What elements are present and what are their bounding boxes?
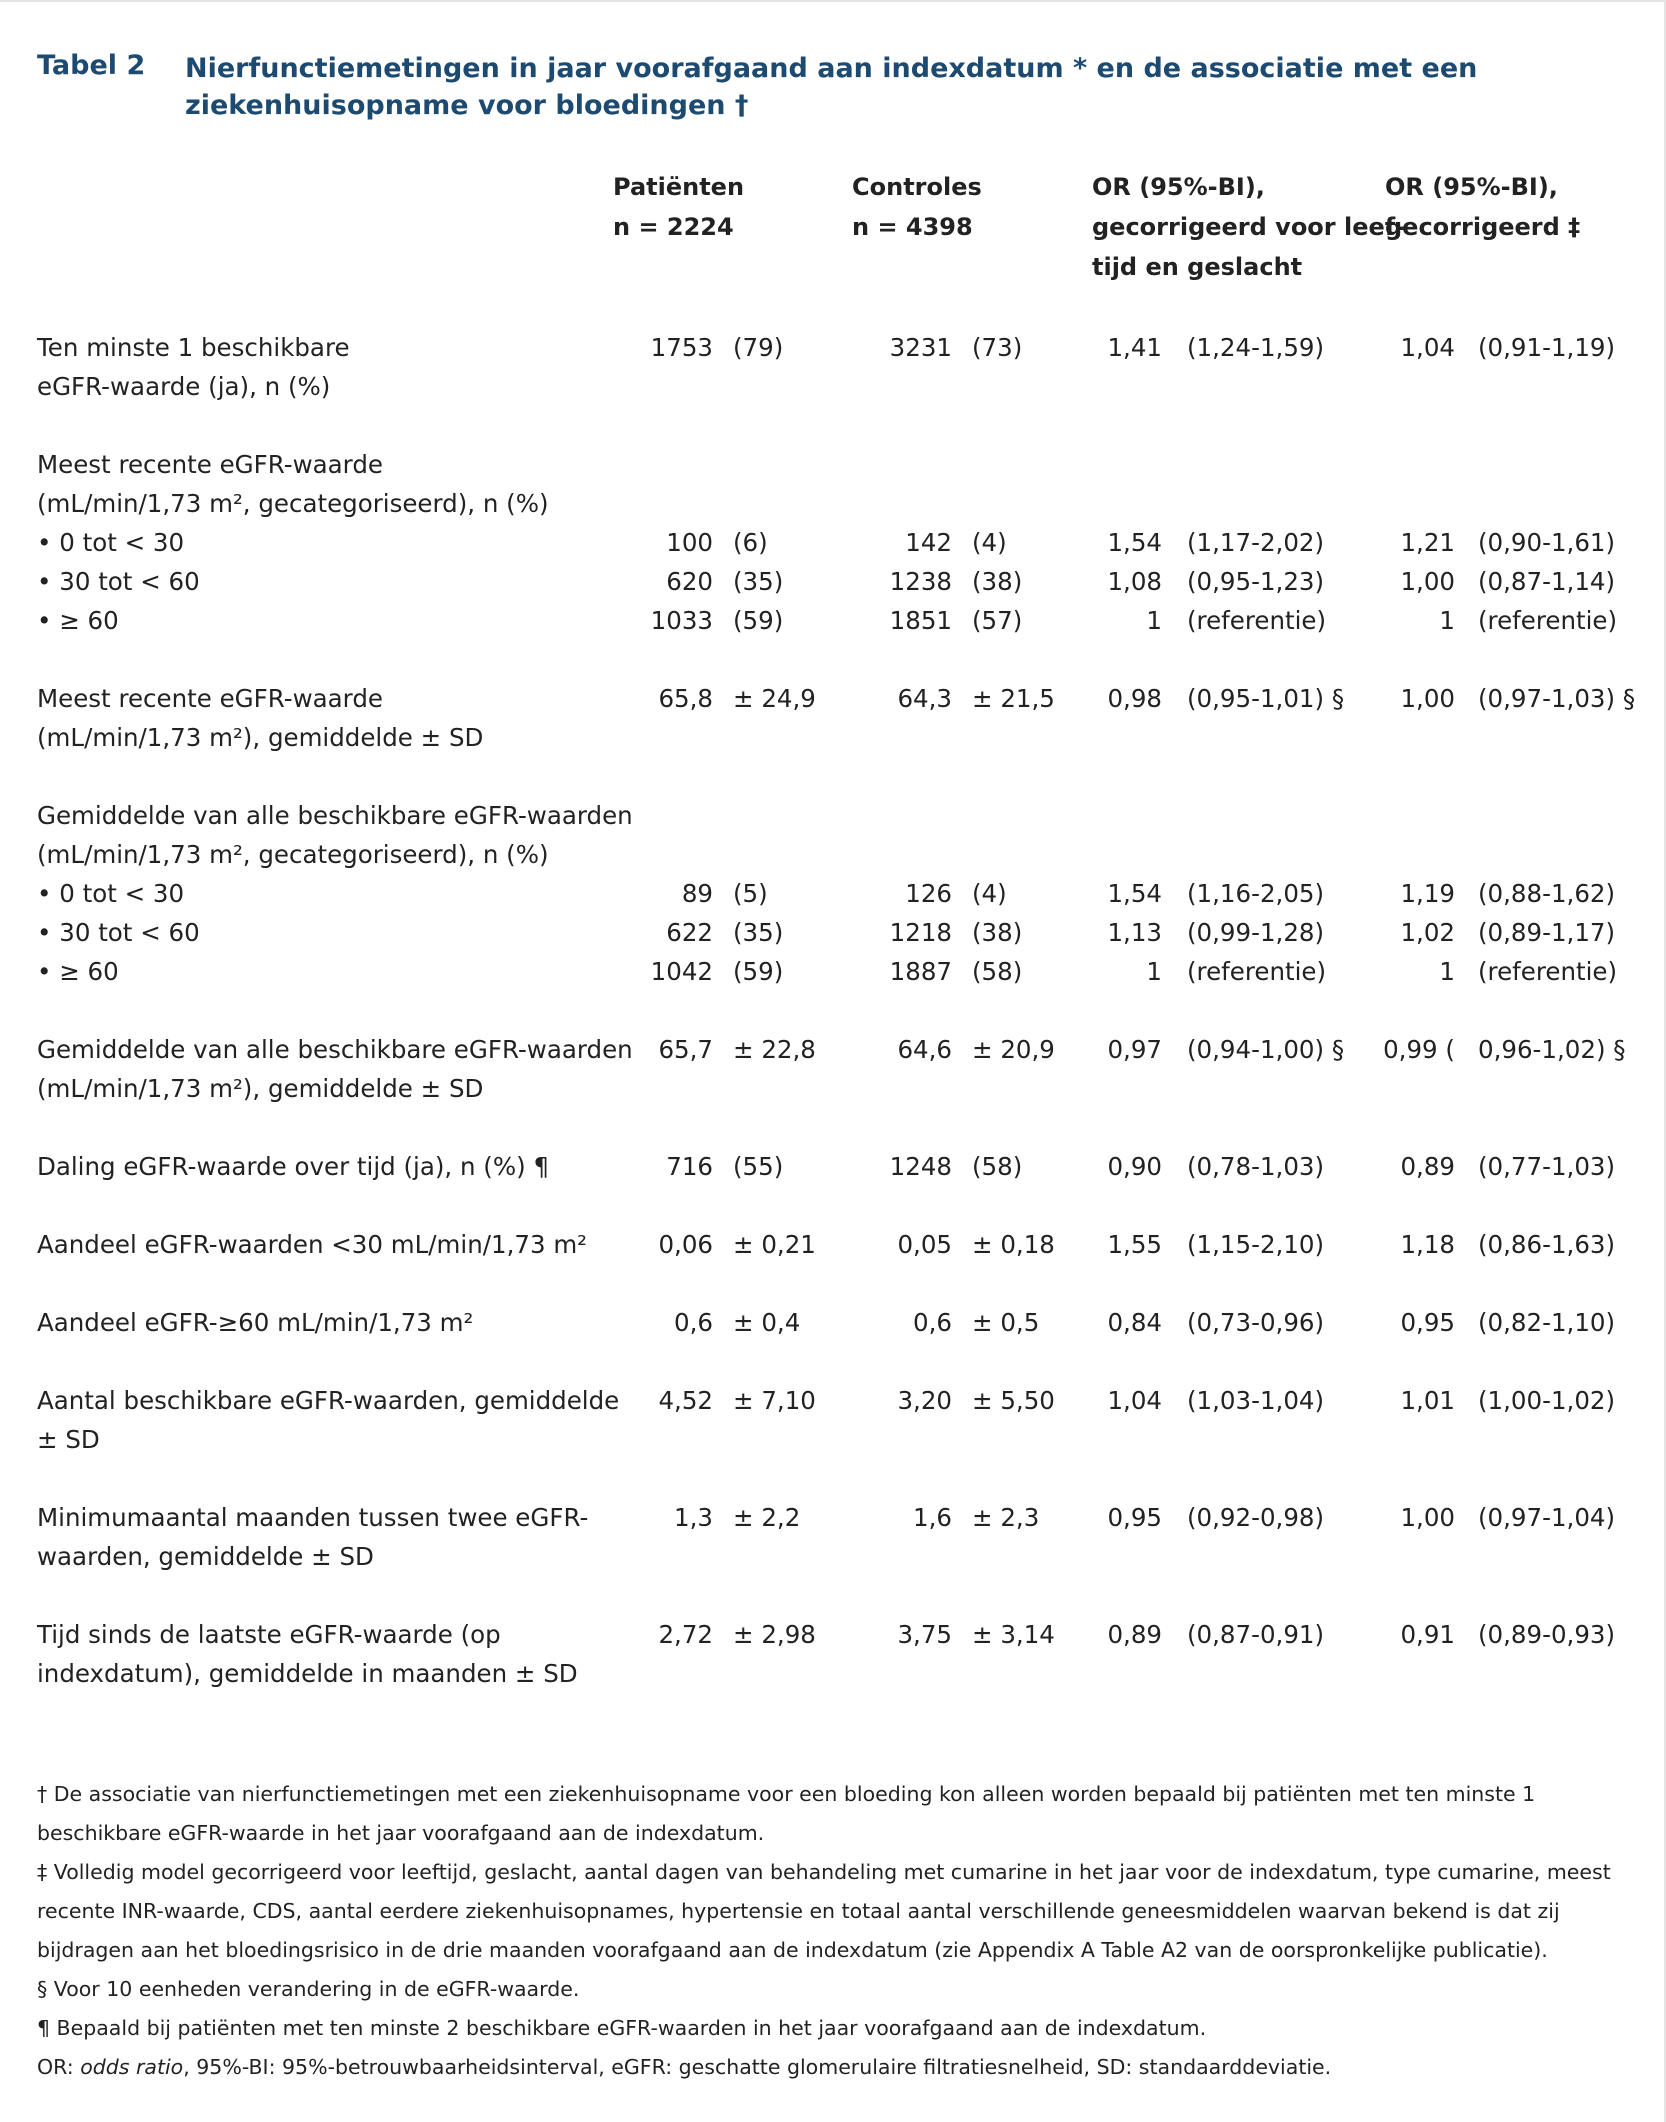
cell-o2ci: (0,82-1,10): [1478, 1308, 1616, 1337]
cell-cs: ± 2,3: [972, 1503, 1040, 1532]
row-label: waarden, gemiddelde ± SD: [37, 1542, 374, 1571]
cell-ps: (35): [733, 567, 784, 596]
cell-cs: (73): [972, 333, 1023, 362]
cell-cs: (38): [972, 567, 1023, 596]
cell-o1ci: (0,95-1,01) §: [1187, 684, 1345, 713]
cell-o1: 1,54: [1107, 879, 1162, 908]
row-label: Aandeel eGFR-≥60 mL/min/1,73 m²: [37, 1308, 474, 1337]
cell-o2ci: (0,89-0,93): [1478, 1620, 1616, 1649]
cell-ps: ± 24,9: [733, 684, 816, 713]
cell-o1ci: (1,03-1,04): [1187, 1386, 1325, 1415]
cell-ps: (6): [733, 528, 768, 557]
row-label: Aantal beschikbare eGFR-waarden, gemiddelde: [37, 1386, 620, 1415]
cell-ps: ± 22,8: [733, 1035, 816, 1064]
cell-ps: ± 0,4: [733, 1308, 801, 1337]
cell-p: 716: [666, 1152, 713, 1181]
cell-o2: 1: [1439, 606, 1455, 635]
cell-c: 1851: [889, 606, 952, 635]
column-header-line: gecorrigeerd ‡: [1385, 213, 1581, 241]
footnote: § Voor 10 eenheden verandering in de eGFR-waarde.: [37, 1977, 580, 2001]
cell-o1: 1: [1146, 606, 1162, 635]
cell-cs: ± 5,50: [972, 1386, 1055, 1415]
cell-cs: ± 3,14: [972, 1620, 1055, 1649]
cell-o2: 1,00: [1400, 567, 1455, 596]
row-label: (mL/min/1,73 m²), gemiddelde ± SD: [37, 723, 484, 752]
cell-cs: ± 21,5: [972, 684, 1055, 713]
abbreviation-odds-ratio: odds ratio: [80, 2055, 184, 2079]
cell-c: 1218: [889, 918, 952, 947]
cell-p: 1,3: [674, 1503, 713, 1532]
cell-o2: 1,01: [1400, 1386, 1455, 1415]
cell-cs: ± 20,9: [972, 1035, 1055, 1064]
cell-ps: (55): [733, 1152, 784, 1181]
cell-o2ci: (0,77-1,03): [1478, 1152, 1616, 1181]
cell-cs: (58): [972, 1152, 1023, 1181]
cell-cs: (38): [972, 918, 1023, 947]
cell-o1: 0,90: [1107, 1152, 1162, 1181]
column-header-line: gecorrigeerd voor leef-: [1092, 213, 1405, 241]
cell-o1ci: (1,24-1,59): [1187, 333, 1325, 362]
cell-c: 64,3: [897, 684, 952, 713]
cell-o2: 1,04: [1400, 333, 1455, 362]
row-label: Tijd sinds de laatste eGFR-waarde (op: [37, 1620, 501, 1649]
cell-o2: 1,19: [1400, 879, 1455, 908]
row-label: • 30 tot < 60: [37, 567, 200, 596]
cell-p: 1753: [650, 333, 713, 362]
cell-ps: (35): [733, 918, 784, 947]
row-label: Daling eGFR-waarde over tijd (ja), n (%) ¶: [37, 1152, 550, 1181]
cell-p: 0,6: [674, 1308, 713, 1337]
cell-o1ci: (1,15-2,10): [1187, 1230, 1325, 1259]
cell-p: 4,52: [658, 1386, 713, 1415]
cell-o2: 1,21: [1400, 528, 1455, 557]
cell-ps: (79): [733, 333, 784, 362]
row-label: • ≥ 60: [37, 957, 119, 986]
column-header-line: OR (95%-BI),: [1385, 173, 1558, 201]
cell-o1ci: (1,17-2,02): [1187, 528, 1325, 557]
row-label: Aandeel eGFR-waarden <30 mL/min/1,73 m²: [37, 1230, 588, 1259]
cell-c: 1238: [889, 567, 952, 596]
cell-p: 1042: [650, 957, 713, 986]
cell-ps: (5): [733, 879, 768, 908]
cell-c: 1248: [889, 1152, 952, 1181]
abbreviations-footnote: [37, 2048, 1637, 2087]
cell-cs: (58): [972, 957, 1023, 986]
cell-o2: 1,00: [1400, 1503, 1455, 1532]
cell-o1: 1,55: [1107, 1230, 1162, 1259]
cell-p: 89: [681, 879, 713, 908]
footnote: ‡ Volledig model gecorrigeerd voor leeftijd, geslacht, aantal dagen van behandeling met cumarine in het jaar voor de indexdatum, type cumarine, meest recente INR-waarde, CDS, aantal eerdere ziekenhuisopnames, hypertensie en totaal aantal verschillende geneesmiddelen waarvan bekend is dat zij bijdragen aan het bloedingsrisico in de drie maanden voorafgaand aan de indexdatum (zie Appendix A Table A2 van de oorspronkelijke publicatie).: [37, 1860, 1611, 1962]
row-label: • 0 tot < 30: [37, 528, 185, 557]
cell-p: 620: [666, 567, 713, 596]
cell-o1: 1,41: [1107, 333, 1162, 362]
cell-cs: ± 0,18: [972, 1230, 1055, 1259]
cell-cs: (4): [972, 528, 1007, 557]
table-title: Nierfunctiemetingen in jaar voorafgaand aan indexdatum * en de associatie met een ziekenhuisopname voor bloedingen †: [185, 53, 1478, 121]
cell-ps: ± 7,10: [733, 1386, 816, 1415]
cell-o2ci: 0,96-1,02) §: [1478, 1035, 1626, 1064]
row-label: Minimumaantal maanden tussen twee eGFR-: [37, 1503, 589, 1532]
cell-o1: 1,13: [1107, 918, 1162, 947]
abbreviation-rest: , 95%-BI: 95%-betrouwbaarheidsinterval, eGFR: geschatte glomerulaire filtratiesnelheid, SD: standaarddeviatie.: [183, 2055, 1332, 2079]
cell-c: 3231: [889, 333, 952, 362]
cell-ps: (59): [733, 957, 784, 986]
footnote: † De associatie van nierfunctiemetingen met een ziekenhuisopname voor een bloeding kon alleen worden bepaald bij patiënten met ten minste 1 beschikbare eGFR-waarde in het jaar voorafgaand aan de indexdatum.: [37, 1782, 1536, 1845]
cell-o2: 0,95: [1400, 1308, 1455, 1337]
cell-o1: 1: [1146, 957, 1162, 986]
column-header-controls: [852, 167, 982, 247]
cell-o2ci: (0,86-1,63): [1478, 1230, 1616, 1259]
cell-p: 0,06: [658, 1230, 713, 1259]
cell-o1ci: (0,87-0,91): [1187, 1620, 1325, 1649]
abbreviation-prefix: OR:: [37, 2055, 81, 2079]
row-label: (mL/min/1,73 m², gecategoriseerd), n (%): [37, 840, 549, 869]
cell-c: 3,20: [897, 1386, 952, 1415]
cell-o1ci: (referentie): [1187, 957, 1327, 986]
row-label: (mL/min/1,73 m²), gemiddelde ± SD: [37, 1074, 484, 1103]
cell-o2ci: (0,91-1,19): [1478, 333, 1616, 362]
column-header-or-age-sex: [1092, 167, 1405, 287]
cell-c: 3,75: [897, 1620, 952, 1649]
cell-o1: 1,08: [1107, 567, 1162, 596]
table-label: Tabel 2: [37, 50, 146, 81]
cell-o2: 0,99 (: [1383, 1035, 1455, 1064]
row-label: Meest recente eGFR-waarde: [37, 450, 383, 479]
column-header-line: tijd en geslacht: [1092, 253, 1303, 281]
cell-o2ci: (referentie): [1478, 606, 1618, 635]
cell-p: 100: [666, 528, 713, 557]
cell-cs: ± 0,5: [972, 1308, 1040, 1337]
cell-o2: 0,91: [1400, 1620, 1455, 1649]
row-label: eGFR-waarde (ja), n (%): [37, 372, 331, 401]
cell-o1: 0,89: [1107, 1620, 1162, 1649]
cell-o1ci: (0,73-0,96): [1187, 1308, 1325, 1337]
row-label: Meest recente eGFR-waarde: [37, 684, 383, 713]
cell-p: 2,72: [658, 1620, 713, 1649]
cell-p: 1033: [650, 606, 713, 635]
cell-p: 65,8: [658, 684, 713, 713]
cell-c: 1887: [889, 957, 952, 986]
row-label: • 0 tot < 30: [37, 879, 185, 908]
cell-p: 65,7: [658, 1035, 713, 1064]
cell-o1ci: (referentie): [1187, 606, 1327, 635]
cell-c: 0,05: [897, 1230, 952, 1259]
cell-o2ci: (0,97-1,03) §: [1478, 684, 1636, 713]
cell-c: 64,6: [897, 1035, 952, 1064]
cell-ps: ± 2,98: [733, 1620, 816, 1649]
cell-o2: 1,18: [1400, 1230, 1455, 1259]
row-label: Ten minste 1 beschikbare: [37, 333, 350, 362]
cell-o2ci: (0,89-1,17): [1478, 918, 1616, 947]
cell-o2ci: (referentie): [1478, 957, 1618, 986]
column-header-line: OR (95%-BI),: [1092, 173, 1265, 201]
row-label: ± SD: [37, 1425, 100, 1454]
cell-o1ci: (0,92-0,98): [1187, 1503, 1325, 1532]
cell-o1ci: (1,16-2,05): [1187, 879, 1325, 908]
cell-o2ci: (0,88-1,62): [1478, 879, 1616, 908]
cell-c: 0,6: [913, 1308, 952, 1337]
cell-c: 126: [905, 879, 952, 908]
cell-ps: (59): [733, 606, 784, 635]
cell-o2ci: (0,97-1,04): [1478, 1503, 1616, 1532]
row-label: Gemiddelde van alle beschikbare eGFR-waarden: [37, 801, 633, 830]
column-header-line: n = 2224: [613, 213, 734, 241]
column-header-patients: [613, 167, 744, 247]
cell-o1: 1,54: [1107, 528, 1162, 557]
cell-o2: 0,89: [1400, 1152, 1455, 1181]
cell-ps: ± 2,2: [733, 1503, 801, 1532]
cell-c: 142: [905, 528, 952, 557]
cell-o1ci: (0,95-1,23): [1187, 567, 1325, 596]
row-label: Gemiddelde van alle beschikbare eGFR-waarden: [37, 1035, 633, 1064]
cell-ps: ± 0,21: [733, 1230, 816, 1259]
cell-o2ci: (1,00-1,02): [1478, 1386, 1616, 1415]
row-label: (mL/min/1,73 m², gecategoriseerd), n (%): [37, 489, 549, 518]
column-header-line: n = 4398: [852, 213, 973, 241]
row-label: • 30 tot < 60: [37, 918, 200, 947]
cell-o2: 1,00: [1400, 684, 1455, 713]
top-border: [0, 0, 1666, 2]
cell-c: 1,6: [913, 1503, 952, 1532]
cell-o1: 0,84: [1107, 1308, 1162, 1337]
row-label: indexdatum), gemiddelde in maanden ± SD: [37, 1659, 578, 1688]
column-header-line: Patiënten: [613, 173, 745, 201]
cell-o2ci: (0,90-1,61): [1478, 528, 1616, 557]
cell-o1: 0,97: [1107, 1035, 1162, 1064]
cell-cs: (57): [972, 606, 1023, 635]
cell-cs: (4): [972, 879, 1007, 908]
cell-o1ci: (0,99-1,28): [1187, 918, 1325, 947]
cell-o2ci: (0,87-1,14): [1478, 567, 1616, 596]
cell-o2: 1: [1439, 957, 1455, 986]
cell-p: 622: [666, 918, 713, 947]
footnote: ¶ Bepaald bij patiënten met ten minste 2 beschikbare eGFR-waarden in het jaar voorafgaand aan de indexdatum.: [37, 2016, 1207, 2040]
column-header-or-adjusted: [1385, 167, 1580, 247]
cell-o2: 1,02: [1400, 918, 1455, 947]
cell-o1ci: (0,94-1,00) §: [1187, 1035, 1345, 1064]
cell-o1: 0,98: [1107, 684, 1162, 713]
cell-o1: 1,04: [1107, 1386, 1162, 1415]
cell-o1: 0,95: [1107, 1503, 1162, 1532]
row-label: • ≥ 60: [37, 606, 119, 635]
cell-o1ci: (0,78-1,03): [1187, 1152, 1325, 1181]
column-header-line: Controles: [852, 173, 982, 201]
